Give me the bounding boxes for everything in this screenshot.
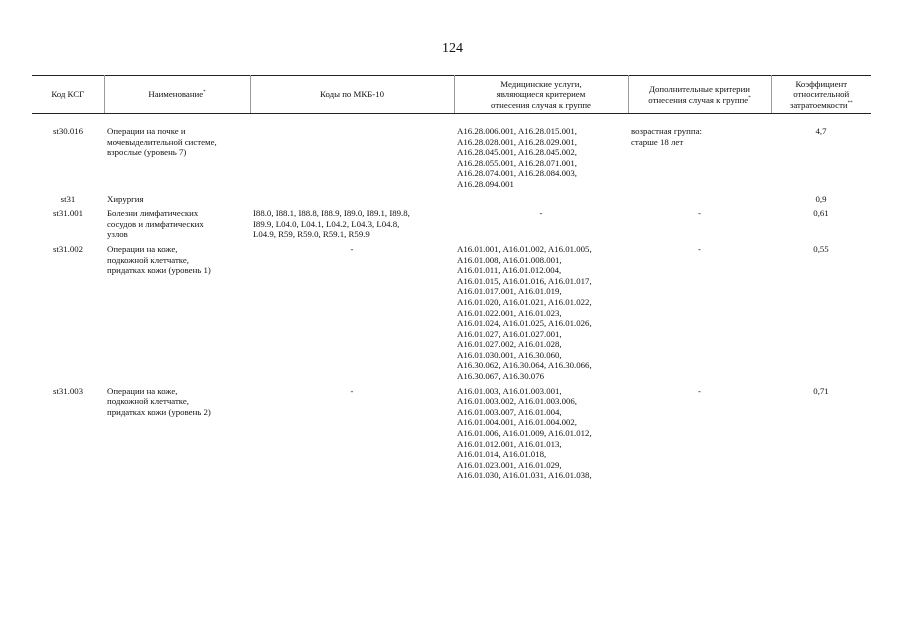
cell-services [454, 208, 628, 244]
table-row [32, 208, 871, 244]
cell-line: A16.28.055.001, A16.28.071.001, [457, 157, 577, 168]
cell-line: A16.01.022.001, A16.01.023, [457, 307, 562, 318]
cell-line: A16.01.030, A16.01.031, A16.01.038, [457, 470, 592, 481]
cell-line: - [698, 243, 701, 254]
column-header-name: Наименование* [104, 76, 250, 114]
cell-code: st30.016 [52, 126, 84, 136]
cell-coefficient: 0,61 [813, 208, 829, 219]
cell-line: I88.0, I88.1, I88.8, I88.9, I89.0, I89.1, I89.8, [253, 208, 410, 219]
cell-line: A16.01.023.001, A16.01.029, [457, 459, 562, 470]
cell-line: Хирургия [107, 193, 144, 204]
cell-code: st31.001 [52, 208, 84, 219]
cell-line: A16.30.062, A16.30.064, A16.30.066, [457, 360, 592, 371]
cell-line: A16.01.001, A16.01.002, A16.01.005, [457, 243, 592, 254]
cell-services [454, 114, 628, 194]
cell-line: - [698, 385, 701, 396]
cell-criteria [628, 114, 771, 194]
cell-line: A16.01.020, A16.01.021, A16.01.022, [457, 296, 592, 307]
cell-line: старше 18 лет [631, 136, 684, 147]
cell-line: A16.01.012.001, A16.01.013, [457, 438, 562, 449]
cell-line: подкожной клетчатке, [107, 396, 189, 407]
cell-criteria [628, 244, 771, 386]
cell-line: L04.9, R59, R59.0, R59.1, R59.9 [253, 229, 370, 240]
cell-line: A16.01.027, A16.01.027.001, [457, 328, 562, 339]
cell-line: A16.30.067, A16.30.076 [457, 371, 544, 382]
footnote-mark: * [203, 90, 206, 96]
cell-coefficient: 4,7 [815, 126, 827, 136]
ksg-table [32, 75, 871, 485]
table-row [32, 194, 871, 209]
cell-line: I89.9, L04.0, L04.1, L04.2, L04.3, L04.8, [253, 218, 400, 229]
cell-line: A16.01.011, A16.01.012.004, [457, 265, 562, 276]
table-body [32, 114, 871, 486]
cell-criteria [628, 208, 771, 244]
column-header-coefficient: Коэффициент относительной затратоемкости** [771, 76, 871, 114]
cell-line: A16.01.003.007, A16.01.004, [457, 406, 562, 417]
column-header-mkb: Коды по МКБ-10 [250, 76, 454, 114]
cell-name [104, 114, 250, 194]
cell-line: придатках кожи (уровень 1) [107, 265, 211, 276]
cell-line: - [350, 385, 354, 396]
cell-line: A16.01.014, A16.01.018, [457, 449, 547, 460]
cell-mkb [250, 114, 454, 194]
cell-name [104, 386, 250, 485]
cell-coefficient: 0,71 [813, 385, 829, 396]
cell-line: сосудов и лимфатических [107, 218, 204, 229]
cell-mkb [250, 244, 454, 386]
cell-line: Болезни лимфатических [107, 208, 199, 219]
cell-services [454, 244, 628, 386]
footnote-mark: ** [847, 100, 853, 106]
cell-name [104, 194, 250, 209]
cell-line: A16.01.030.001, A16.30.060, [457, 349, 562, 360]
cell-line: A16.28.028.001, A16.28.029.001, [457, 136, 577, 147]
cell-line: придатках кожи (уровень 2) [107, 406, 211, 417]
cell-coefficient: 0,55 [813, 243, 829, 254]
cell-line: - [698, 208, 701, 219]
cell-line: A16.28.074.001, A16.28.084.003, [457, 168, 577, 179]
cell-line: подкожной клетчатке, [107, 254, 189, 265]
cell-line: мочевыделительной системе, [107, 136, 217, 147]
cell-line: A16.01.027.002, A16.01.028, [457, 339, 562, 350]
cell-line: A16.01.024, A16.01.025, A16.01.026, [457, 318, 592, 329]
cell-line: A16.01.003, A16.01.003.001, [457, 385, 562, 396]
cell-services [454, 194, 628, 209]
cell-line: A16.01.004.001, A16.01.004.002, [457, 417, 577, 428]
cell-line: A16.01.015, A16.01.016, A16.01.017, [457, 275, 592, 286]
column-header-criteria: Дополнительные критерии отнесения случая к группе* [628, 76, 771, 114]
cell-name [104, 244, 250, 386]
cell-line: A16.01.017.001, A16.01.019, [457, 286, 562, 297]
cell-line: A16.01.006, A16.01.009, A16.01.012, [457, 428, 592, 439]
cell-line: Операции на коже, [107, 385, 178, 396]
table-row [32, 114, 871, 194]
column-header-code: Код КСГ [32, 76, 104, 114]
cell-criteria [628, 386, 771, 485]
cell-name [104, 208, 250, 244]
cell-line: A16.01.003.002, A16.01.003.006, [457, 396, 577, 407]
cell-line: узлов [107, 229, 128, 240]
cell-line: возрастная группа: [631, 126, 702, 136]
cell-line: A16.28.094.001 [457, 178, 514, 189]
cell-line: взрослые (уровень 7) [107, 147, 187, 158]
cell-code: st31 [60, 193, 76, 204]
footnote-mark: * [748, 95, 751, 101]
cell-mkb [250, 194, 454, 209]
cell-services [454, 386, 628, 485]
cell-line: - [350, 243, 354, 254]
cell-line: - [539, 208, 543, 219]
cell-coefficient: 0,9 [815, 193, 827, 204]
cell-code: st31.003 [52, 385, 84, 396]
cell-line: Операции на коже, [107, 243, 178, 254]
table-row [32, 244, 871, 386]
cell-mkb [250, 386, 454, 485]
column-header-services: Медицинские услуги, являющиеся критерием отнесения случая к группе [454, 76, 628, 114]
cell-code: st31.002 [52, 243, 84, 254]
page-number: 124 [442, 41, 463, 56]
cell-line: Операции на почке и [107, 126, 186, 136]
cell-line: A16.28.045.001, A16.28.045.002, [457, 147, 577, 158]
cell-criteria [628, 194, 771, 209]
cell-mkb [250, 208, 454, 244]
table-header-row [32, 76, 871, 114]
cell-line: A16.01.008, A16.01.008.001, [457, 254, 562, 265]
table-row [32, 386, 871, 485]
cell-line: A16.28.006.001, A16.28.015.001, [457, 126, 577, 136]
